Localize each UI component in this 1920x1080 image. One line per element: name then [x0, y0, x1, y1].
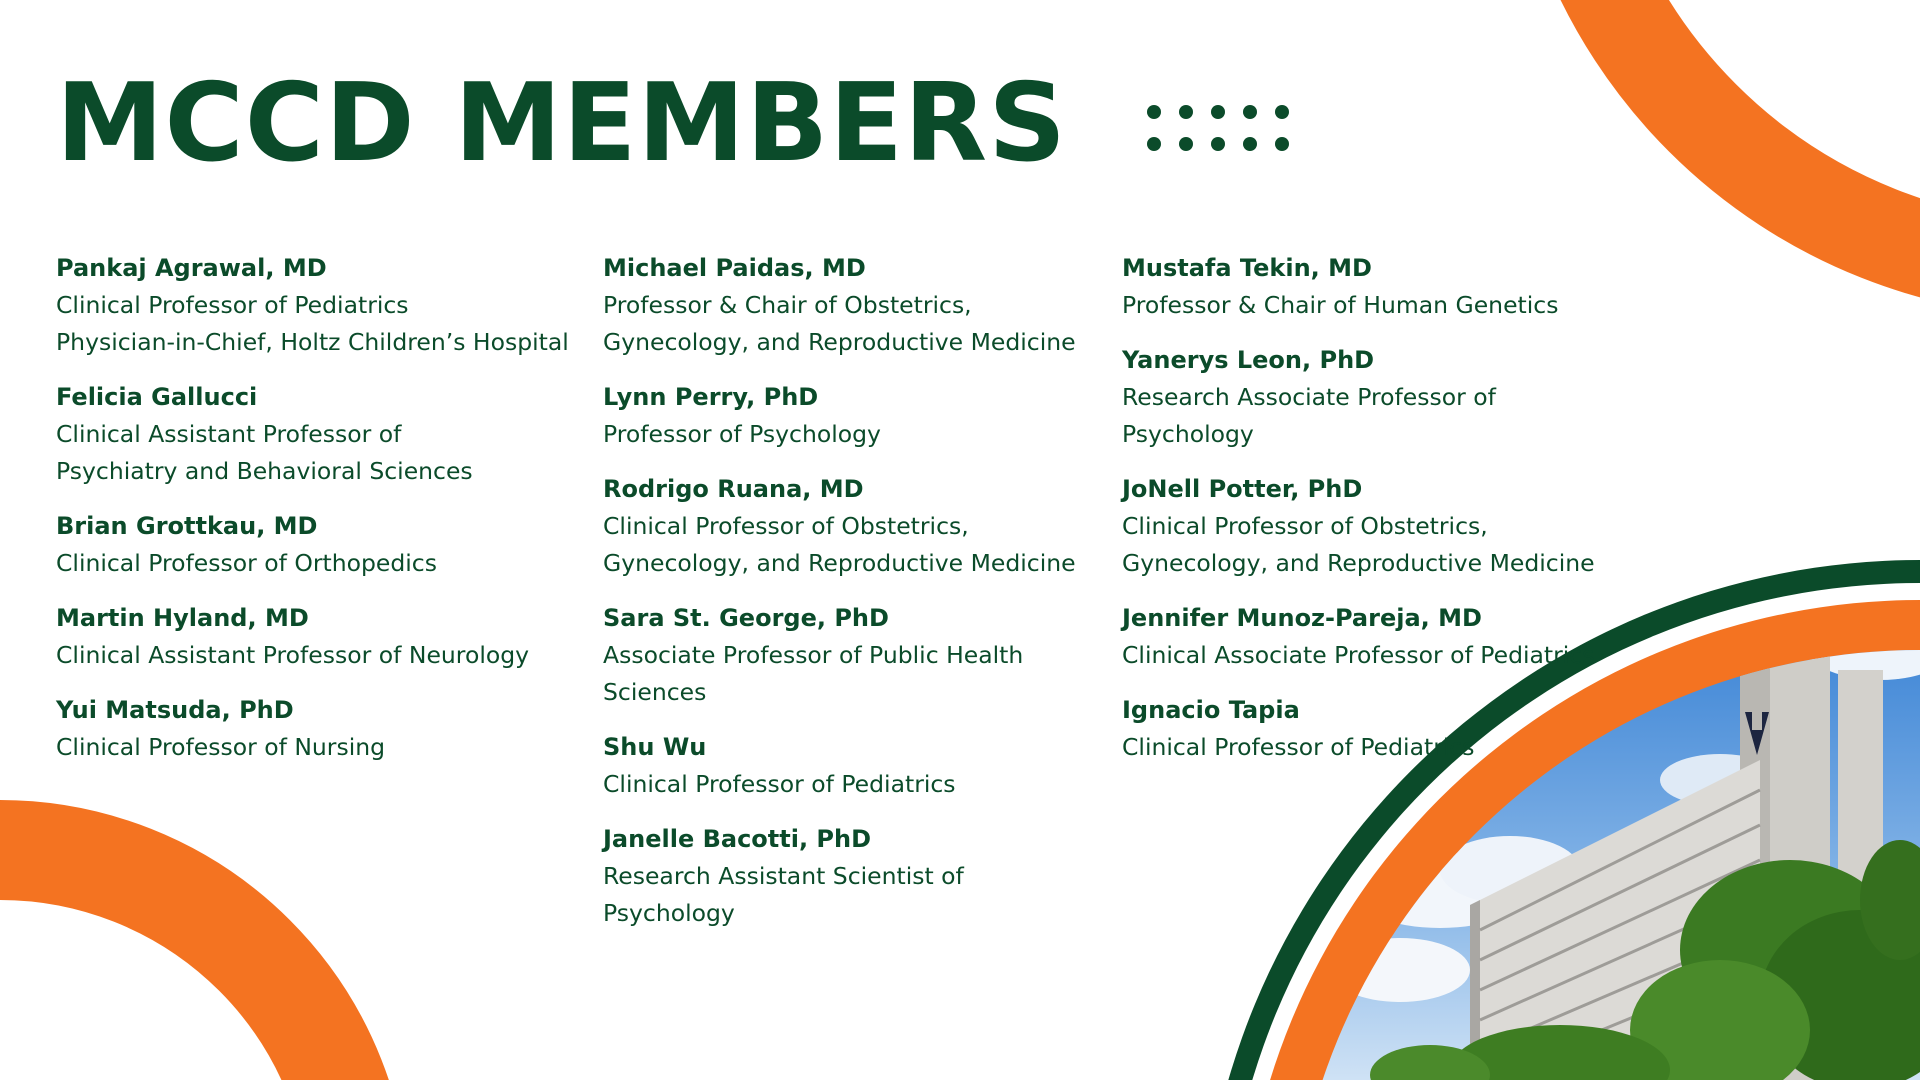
dot-grid-decoration: [1146, 104, 1306, 156]
member-title: Clinical Assistant Professor of: [56, 420, 402, 448]
member-entry: [1122, 471, 1642, 582]
member-entry: [603, 471, 1093, 582]
member-entry: [603, 729, 1093, 803]
member-title: Research Assistant Scientist of: [603, 862, 964, 890]
member-name: Sara St. George, PhD: [603, 604, 889, 632]
member-entry: [56, 379, 596, 490]
member-name: Lynn Perry, PhD: [603, 383, 819, 411]
member-entry: [1122, 600, 1642, 674]
member-name: Shu Wu: [603, 733, 707, 761]
member-title: Professor of Psychology: [603, 420, 881, 448]
member-title: Clinical Professor of Nursing: [56, 733, 386, 761]
member-entry: [56, 600, 596, 674]
member-entry: [603, 821, 1093, 932]
member-entry: [603, 600, 1093, 711]
member-title: Gynecology, and Reproductive Medicine: [603, 549, 1076, 577]
bottom-left-orange-arc: [0, 850, 360, 1080]
member-name: Ignacio Tapia: [1122, 696, 1300, 724]
member-title: Gynecology, and Reproductive Medicine: [1122, 549, 1595, 577]
member-title: Associate Professor of Public Health: [603, 641, 1024, 669]
member-title: Clinical Professor of Pediatrics: [56, 291, 409, 319]
members-column-2: [603, 250, 1093, 950]
member-title: Clinical Professor of Obstetrics,: [603, 512, 969, 540]
member-title: Professor & Chair of Human Genetics: [1122, 291, 1559, 319]
member-title: Psychiatry and Behavioral Sciences: [56, 457, 473, 485]
member-entry: [603, 379, 1093, 453]
member-name: Brian Grottkau, MD: [56, 512, 318, 540]
member-title: Clinical Professor of Pediatrics: [1122, 733, 1475, 761]
member-name: Jennifer Munoz-Pareja, MD: [1122, 604, 1482, 632]
members-column-3: [1122, 250, 1642, 784]
member-title: Psychology: [1122, 420, 1254, 448]
member-entry: [1122, 250, 1642, 324]
member-entry: [1122, 342, 1642, 453]
member-title: Professor & Chair of Obstetrics,: [603, 291, 972, 319]
member-title: Clinical Professor of Pediatrics: [603, 770, 956, 798]
member-title: Gynecology, and Reproductive Medicine: [603, 328, 1076, 356]
page-title: MCCD MEMBERS: [56, 61, 1067, 186]
member-title: Sciences: [603, 678, 707, 706]
member-name: Rodrigo Ruana, MD: [603, 475, 864, 503]
member-title: Clinical Assistant Professor of Neurology: [56, 641, 530, 669]
member-name: Felicia Gallucci: [56, 383, 258, 411]
member-entry: [1122, 692, 1642, 766]
member-name: JoNell Potter, PhD: [1122, 475, 1363, 503]
member-name: Pankaj Agrawal, MD: [56, 254, 327, 282]
member-title: Research Associate Professor of: [1122, 383, 1496, 411]
member-name: Michael Paidas, MD: [603, 254, 866, 282]
member-name: Yanerys Leon, PhD: [1122, 346, 1375, 374]
member-title: Psychology: [603, 899, 735, 927]
member-title: Physician-in-Chief, Holtz Children’s Hospital: [56, 328, 569, 356]
member-entry: [56, 692, 596, 766]
members-column-1: [56, 250, 596, 784]
member-entry: [56, 250, 596, 361]
member-name: Yui Matsuda, PhD: [56, 696, 294, 724]
member-name: Janelle Bacotti, PhD: [603, 825, 872, 853]
top-right-orange-arc: [1550, 0, 1920, 270]
member-title: Clinical Professor of Orthopedics: [56, 549, 437, 577]
member-entry: [56, 508, 596, 582]
member-entry: [603, 250, 1093, 361]
member-title: Clinical Professor of Obstetrics,: [1122, 512, 1488, 540]
member-name: Martin Hyland, MD: [56, 604, 309, 632]
member-name: Mustafa Tekin, MD: [1122, 254, 1372, 282]
member-title: Clinical Associate Professor of Pediatrics: [1122, 641, 1595, 669]
